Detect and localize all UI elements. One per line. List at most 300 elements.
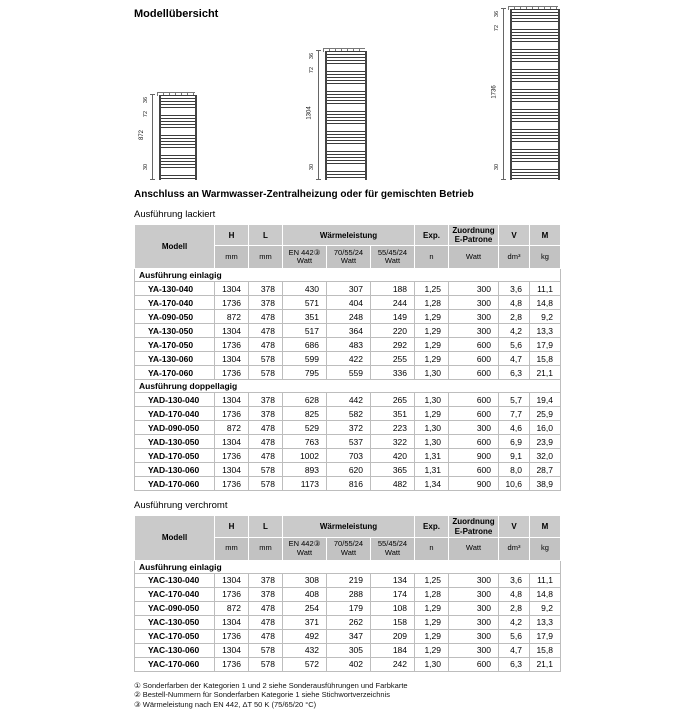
value-cell: 300: [449, 587, 499, 601]
radiator-body: [510, 9, 560, 180]
value-cell: 4,2: [499, 324, 530, 338]
value-cell: 288: [327, 587, 371, 601]
value-cell: 600: [449, 657, 499, 671]
value-cell: 174: [371, 587, 415, 601]
col-waermeleistung: Wärmeleistung: [283, 516, 415, 537]
value-cell: 1002: [283, 449, 327, 463]
value-cell: 1,29: [415, 629, 449, 643]
table-header: [135, 225, 561, 269]
col-705524-label: 70/55/24: [333, 247, 364, 257]
value-cell: 686: [283, 338, 327, 352]
value-cell: 1,34: [415, 477, 449, 491]
value-cell: 582: [327, 407, 371, 421]
value-cell: 14,8: [530, 296, 561, 310]
value-cell: 6,3: [499, 366, 530, 380]
model-cell: YAC-090-050: [135, 601, 215, 615]
value-cell: 219: [327, 573, 371, 587]
value-cell: 408: [283, 587, 327, 601]
dimension-total-height: 872: [139, 129, 146, 141]
col-l: L: [249, 225, 283, 246]
unit-mm: mm: [215, 246, 249, 269]
value-cell: 628: [283, 393, 327, 407]
value-cell: 1304: [215, 573, 249, 587]
unit-watt: Watt: [340, 256, 357, 266]
footnote-1: ① Sonderfarben der Kategorien 1 und 2 siehe Sonderausführungen und Farbkarte: [134, 680, 408, 690]
value-cell: 378: [249, 407, 283, 421]
col-en442: [283, 537, 327, 560]
table-row: [135, 324, 561, 338]
footnote-2: ② Bestell-Nummern für Sonderfarben Kategorie 1 siehe Stichwortverzeichnis: [134, 690, 391, 700]
model-cell: YA-090-050: [135, 310, 215, 324]
value-cell: 1,29: [415, 310, 449, 324]
value-cell: 28,7: [530, 463, 561, 477]
value-cell: 2,8: [499, 601, 530, 615]
value-cell: 4,8: [499, 296, 530, 310]
value-cell: 1,29: [415, 601, 449, 615]
value-cell: 300: [449, 601, 499, 615]
value-cell: 10,6: [499, 477, 530, 491]
value-cell: 17,9: [530, 338, 561, 352]
value-cell: 600: [449, 366, 499, 380]
table-row: [135, 421, 561, 435]
dimension-segment: 36: [143, 96, 150, 104]
model-cell: YA-130-050: [135, 324, 215, 338]
dimension-total-height: 1736: [491, 85, 498, 99]
value-cell: 300: [449, 421, 499, 435]
radiator-drawing-1304: [304, 48, 372, 180]
value-cell: 5,7: [499, 393, 530, 407]
value-cell: 108: [371, 601, 415, 615]
value-cell: 1736: [215, 366, 249, 380]
col-zuordnung: [449, 225, 499, 246]
value-cell: 478: [249, 449, 283, 463]
value-cell: 893: [283, 463, 327, 477]
value-cell: 1,31: [415, 449, 449, 463]
unit-mm: mm: [249, 246, 283, 269]
value-cell: 300: [449, 629, 499, 643]
value-cell: 478: [249, 615, 283, 629]
unit-watt: Watt: [449, 537, 499, 560]
value-cell: 11,1: [530, 573, 561, 587]
table-row: [135, 338, 561, 352]
value-cell: 378: [249, 282, 283, 296]
value-cell: 4,6: [499, 421, 530, 435]
value-cell: 13,3: [530, 324, 561, 338]
value-cell: 578: [249, 643, 283, 657]
value-cell: 5,6: [499, 629, 530, 643]
value-cell: 14,8: [530, 587, 561, 601]
dimension-line: [503, 8, 504, 180]
value-cell: 1736: [215, 657, 249, 671]
value-cell: 149: [371, 310, 415, 324]
unit-watt: Watt: [449, 246, 499, 269]
col-zuordnung: [449, 516, 499, 537]
unit-n: n: [415, 537, 449, 560]
col-v: V: [499, 516, 530, 537]
col-554524: [371, 246, 415, 269]
col-modell: Modell: [135, 516, 215, 560]
unit-mm: mm: [249, 537, 283, 560]
value-cell: 1736: [215, 338, 249, 352]
value-cell: 600: [449, 463, 499, 477]
col-zuordnung-line1: Zuordnung: [452, 517, 495, 527]
col-v: V: [499, 225, 530, 246]
value-cell: 322: [371, 435, 415, 449]
unit-watt: Watt: [384, 547, 401, 557]
table-row: [135, 601, 561, 615]
value-cell: 4,7: [499, 352, 530, 366]
model-cell: YAC-130-040: [135, 573, 215, 587]
value-cell: 1304: [215, 393, 249, 407]
value-cell: 404: [327, 296, 371, 310]
unit-dm3: dm³: [499, 246, 530, 269]
value-cell: 420: [371, 449, 415, 463]
model-cell: YA-170-040: [135, 296, 215, 310]
value-cell: 305: [327, 643, 371, 657]
col-zuordnung-line2: E-Patrone: [454, 526, 493, 536]
unit-watt: Watt: [340, 547, 357, 557]
value-cell: 900: [449, 477, 499, 491]
value-cell: 1736: [215, 477, 249, 491]
model-cell: YA-170-060: [135, 366, 215, 380]
value-cell: 3,6: [499, 282, 530, 296]
value-cell: 1,29: [415, 324, 449, 338]
value-cell: 492: [283, 629, 327, 643]
value-cell: 292: [371, 338, 415, 352]
value-cell: 21,1: [530, 366, 561, 380]
value-cell: 422: [327, 352, 371, 366]
value-cell: 872: [215, 421, 249, 435]
value-cell: 378: [249, 573, 283, 587]
value-cell: 300: [449, 310, 499, 324]
value-cell: 763: [283, 435, 327, 449]
value-cell: 1736: [215, 296, 249, 310]
value-cell: 300: [449, 282, 499, 296]
dimension-segment: 36: [309, 52, 316, 60]
value-cell: 25,9: [530, 407, 561, 421]
value-cell: 365: [371, 463, 415, 477]
value-cell: 7,7: [499, 407, 530, 421]
table-verchromt: [134, 515, 561, 671]
table-block-verchromt: [134, 500, 570, 671]
value-cell: 1304: [215, 352, 249, 366]
value-cell: 179: [327, 601, 371, 615]
value-cell: 872: [215, 601, 249, 615]
radiator-drawing-1736: [489, 6, 565, 180]
value-cell: 482: [371, 477, 415, 491]
table-body: [135, 560, 561, 671]
value-cell: 4,7: [499, 643, 530, 657]
value-cell: 248: [327, 310, 371, 324]
table-row: [135, 657, 561, 671]
group-header-row: [135, 560, 561, 573]
value-cell: 17,9: [530, 629, 561, 643]
col-m: M: [530, 225, 561, 246]
radiator-body: [325, 51, 367, 180]
unit-mm: mm: [215, 537, 249, 560]
value-cell: 2,8: [499, 310, 530, 324]
value-cell: 184: [371, 643, 415, 657]
value-cell: 9,1: [499, 449, 530, 463]
dimension-segment: 72: [143, 110, 150, 118]
value-cell: 571: [283, 296, 327, 310]
value-cell: 371: [283, 615, 327, 629]
value-cell: 13,3: [530, 615, 561, 629]
value-cell: 1,30: [415, 435, 449, 449]
section-heading: Anschluss an Warmwasser-Zentralheizung oder für gemischten Betrieb: [134, 189, 474, 200]
value-cell: 1,31: [415, 463, 449, 477]
col-zuordnung-line1: Zuordnung: [452, 226, 495, 235]
value-cell: 478: [249, 310, 283, 324]
unit-dm3: dm³: [499, 537, 530, 560]
value-cell: 1,29: [415, 407, 449, 421]
value-cell: 244: [371, 296, 415, 310]
col-l: L: [249, 516, 283, 537]
value-cell: 242: [371, 657, 415, 671]
value-cell: 1,29: [415, 615, 449, 629]
table-row: [135, 573, 561, 587]
value-cell: 220: [371, 324, 415, 338]
table-row: [135, 463, 561, 477]
footnote-3: ③ Wärmeleistung nach EN 442, ΔT 50 K (75/65/20 °C): [134, 699, 317, 709]
value-cell: 478: [249, 338, 283, 352]
value-cell: 1304: [215, 435, 249, 449]
col-modell: Modell: [135, 225, 215, 269]
value-cell: 23,9: [530, 435, 561, 449]
col-h: H: [215, 516, 249, 537]
value-cell: 307: [327, 282, 371, 296]
table-row: [135, 407, 561, 421]
group-label: Ausführung einlagig: [135, 560, 561, 573]
value-cell: 816: [327, 477, 371, 491]
value-cell: 1,30: [415, 657, 449, 671]
value-cell: 600: [449, 435, 499, 449]
value-cell: 16,0: [530, 421, 561, 435]
value-cell: 19,4: [530, 393, 561, 407]
footnotes: [134, 681, 570, 709]
col-705524: [327, 537, 371, 560]
finish-label-verchromt: Ausführung verchromt: [134, 500, 228, 512]
value-cell: 478: [249, 629, 283, 643]
value-cell: 372: [327, 421, 371, 435]
table-row: [135, 296, 561, 310]
value-cell: 559: [327, 366, 371, 380]
col-705524-label: 70/55/24: [333, 539, 364, 549]
value-cell: 6,3: [499, 657, 530, 671]
value-cell: 795: [283, 366, 327, 380]
model-cell: YAC-130-050: [135, 615, 215, 629]
radiator-body: [159, 95, 197, 180]
model-cell: YAD-130-040: [135, 393, 215, 407]
value-cell: 483: [327, 338, 371, 352]
value-cell: 255: [371, 352, 415, 366]
value-cell: 478: [249, 435, 283, 449]
value-cell: 4,2: [499, 615, 530, 629]
value-cell: 529: [283, 421, 327, 435]
value-cell: 336: [371, 366, 415, 380]
unit-kg: kg: [530, 537, 561, 560]
value-cell: 442: [327, 393, 371, 407]
value-cell: 351: [371, 407, 415, 421]
value-cell: 1,30: [415, 421, 449, 435]
value-cell: 300: [449, 296, 499, 310]
model-cell: YAD-130-050: [135, 435, 215, 449]
group-header-row: [135, 269, 561, 282]
group-label: Ausführung einlagig: [135, 269, 561, 282]
value-cell: 1,30: [415, 393, 449, 407]
value-cell: 21,1: [530, 657, 561, 671]
model-cell: YA-130-060: [135, 352, 215, 366]
value-cell: 32,0: [530, 449, 561, 463]
value-cell: 478: [249, 421, 283, 435]
value-cell: 1,29: [415, 643, 449, 657]
value-cell: 578: [249, 657, 283, 671]
table-row: [135, 629, 561, 643]
col-m: M: [530, 516, 561, 537]
value-cell: 600: [449, 352, 499, 366]
table-row: [135, 393, 561, 407]
model-cell: YAC-130-060: [135, 643, 215, 657]
dimension-total-height: 1304: [306, 106, 313, 120]
value-cell: 254: [283, 601, 327, 615]
value-cell: 378: [249, 587, 283, 601]
table-row: [135, 352, 561, 366]
value-cell: 262: [327, 615, 371, 629]
col-en442: [283, 246, 327, 269]
value-cell: 158: [371, 615, 415, 629]
value-cell: 223: [371, 421, 415, 435]
radiator-drawing-872: [138, 92, 202, 180]
value-cell: 8,0: [499, 463, 530, 477]
value-cell: 599: [283, 352, 327, 366]
value-cell: 15,8: [530, 643, 561, 657]
dimension-line: [152, 94, 153, 180]
dimension-segment: 30: [143, 163, 150, 171]
value-cell: 537: [327, 435, 371, 449]
content-column: [134, 189, 570, 709]
unit-n: n: [415, 246, 449, 269]
dimension-segment: 30: [309, 163, 316, 171]
table-row: [135, 310, 561, 324]
dimension-line: [318, 50, 319, 180]
value-cell: 300: [449, 615, 499, 629]
model-cell: YAD-130-060: [135, 463, 215, 477]
col-h: H: [215, 225, 249, 246]
value-cell: 364: [327, 324, 371, 338]
value-cell: 1736: [215, 407, 249, 421]
value-cell: 432: [283, 643, 327, 657]
value-cell: 1,28: [415, 587, 449, 601]
unit-watt: Watt: [296, 547, 313, 557]
value-cell: 15,8: [530, 352, 561, 366]
col-705524: [327, 246, 371, 269]
value-cell: 351: [283, 310, 327, 324]
value-cell: 578: [249, 477, 283, 491]
value-cell: 1,30: [415, 366, 449, 380]
value-cell: 1,29: [415, 338, 449, 352]
table-row: [135, 282, 561, 296]
table-lackiert: [134, 224, 561, 491]
value-cell: 347: [327, 629, 371, 643]
value-cell: 402: [327, 657, 371, 671]
value-cell: 209: [371, 629, 415, 643]
value-cell: 1304: [215, 324, 249, 338]
unit-watt: Watt: [296, 256, 313, 266]
model-cell: YAD-170-050: [135, 449, 215, 463]
col-en442-label: EN 442③: [288, 247, 321, 257]
table-row: [135, 449, 561, 463]
model-cell: YAC-170-050: [135, 629, 215, 643]
table-row: [135, 477, 561, 491]
value-cell: 1304: [215, 615, 249, 629]
col-exp: Exp.: [415, 516, 449, 537]
value-cell: 134: [371, 573, 415, 587]
value-cell: 578: [249, 366, 283, 380]
value-cell: 578: [249, 463, 283, 477]
col-en442-label: EN 442③: [288, 539, 321, 549]
value-cell: 265: [371, 393, 415, 407]
value-cell: 600: [449, 393, 499, 407]
value-cell: 900: [449, 449, 499, 463]
col-554524-label: 55/45/24: [377, 247, 408, 257]
model-cell: YAC-170-040: [135, 587, 215, 601]
dimension-segment: 72: [494, 24, 501, 32]
value-cell: 1,28: [415, 296, 449, 310]
model-cell: YAC-170-060: [135, 657, 215, 671]
value-cell: 1,29: [415, 352, 449, 366]
value-cell: 478: [249, 601, 283, 615]
value-cell: 1736: [215, 449, 249, 463]
model-cell: YA-170-050: [135, 338, 215, 352]
value-cell: 378: [249, 296, 283, 310]
value-cell: 9,2: [530, 310, 561, 324]
page-title: Modellübersicht: [134, 8, 219, 20]
value-cell: 300: [449, 643, 499, 657]
value-cell: 430: [283, 282, 327, 296]
value-cell: 11,1: [530, 282, 561, 296]
value-cell: 3,6: [499, 573, 530, 587]
col-waermeleistung: Wärmeleistung: [283, 225, 415, 246]
value-cell: 9,2: [530, 601, 561, 615]
value-cell: 4,8: [499, 587, 530, 601]
value-cell: 300: [449, 573, 499, 587]
col-exp: Exp.: [415, 225, 449, 246]
value-cell: 1173: [283, 477, 327, 491]
value-cell: 478: [249, 324, 283, 338]
table-block-lackiert: [134, 209, 570, 491]
value-cell: 572: [283, 657, 327, 671]
table-body: [135, 269, 561, 491]
value-cell: 825: [283, 407, 327, 421]
value-cell: 378: [249, 393, 283, 407]
value-cell: 1736: [215, 587, 249, 601]
value-cell: 1736: [215, 629, 249, 643]
value-cell: 620: [327, 463, 371, 477]
value-cell: 6,9: [499, 435, 530, 449]
value-cell: 188: [371, 282, 415, 296]
value-cell: 308: [283, 573, 327, 587]
value-cell: 1304: [215, 643, 249, 657]
col-554524-label: 55/45/24: [377, 539, 408, 549]
value-cell: 600: [449, 338, 499, 352]
dimension-segment: 36: [494, 10, 501, 18]
dimension-segment: 72: [309, 66, 316, 74]
model-cell: YA-130-040: [135, 282, 215, 296]
value-cell: 300: [449, 324, 499, 338]
value-cell: 872: [215, 310, 249, 324]
model-cell: YAD-170-060: [135, 477, 215, 491]
col-zuordnung-line2: E-Patrone: [454, 235, 493, 245]
